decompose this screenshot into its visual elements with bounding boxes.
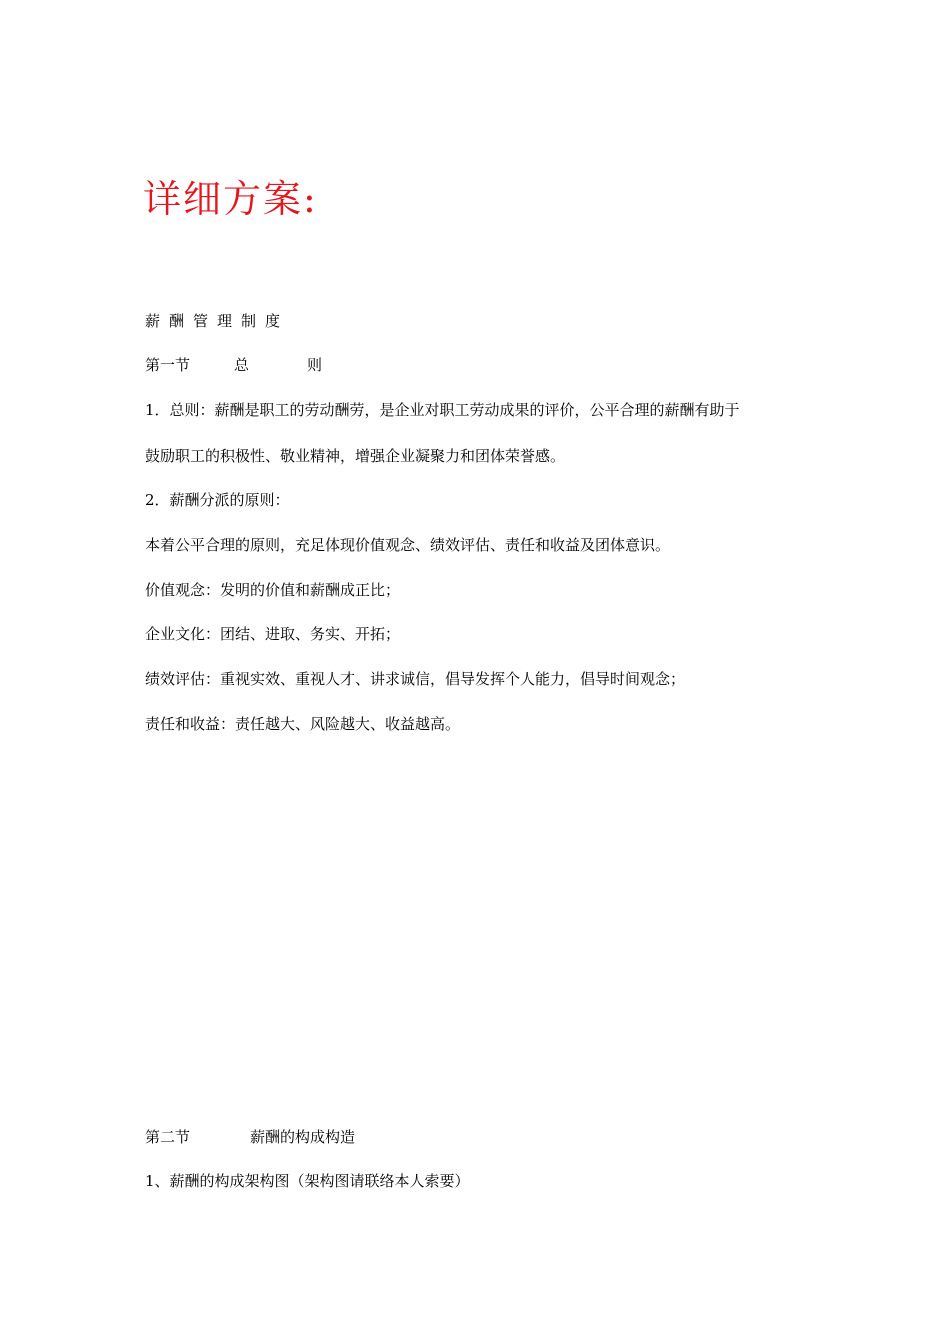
document-title: 薪酬管理制度 — [145, 312, 290, 330]
principle-performance: 绩效评估：重视实效、重视人才、讲求诚信，倡导发挥个人能力，倡导时间观念； — [145, 670, 686, 688]
paragraph-2-title: 2．薪酬分派的原则： — [145, 491, 290, 509]
section-1-number: 第一节 — [145, 356, 191, 374]
paragraph-2-intro: 本着公平合理的原则，充足体现价值观念、绩效评估、责任和收益及团体意识。 — [145, 536, 671, 554]
paragraph-3: 1、薪酬的构成架构图（架构图请联络本人索要） — [145, 1172, 470, 1190]
page-heading: 详细方案: — [143, 177, 318, 221]
section-2-heading — [145, 1126, 355, 1148]
section-1-word-a: 总 — [234, 356, 250, 374]
section-2-title: 薪酬的构成构造 — [250, 1128, 356, 1146]
paragraph-1-line-1: 1．总则：薪酬是职工的劳动酬劳，是企业对职工劳动成果的评价，公平合理的薪酬有助于 — [145, 401, 740, 419]
principle-responsibility: 责任和收益：责任越大、风险越大、收益越高。 — [145, 715, 461, 733]
section-1-word-b: 则 — [307, 356, 323, 374]
principle-value: 价值观念：发明的价值和薪酬成正比； — [145, 581, 401, 599]
paragraph-1-line-2: 鼓励职工的积极性、敬业精神，增强企业凝聚力和团体荣誉感。 — [145, 447, 566, 465]
section-1-heading — [145, 354, 322, 376]
section-2-number: 第二节 — [145, 1128, 191, 1146]
principle-culture: 企业文化：团结、进取、务实、开拓； — [145, 625, 401, 643]
